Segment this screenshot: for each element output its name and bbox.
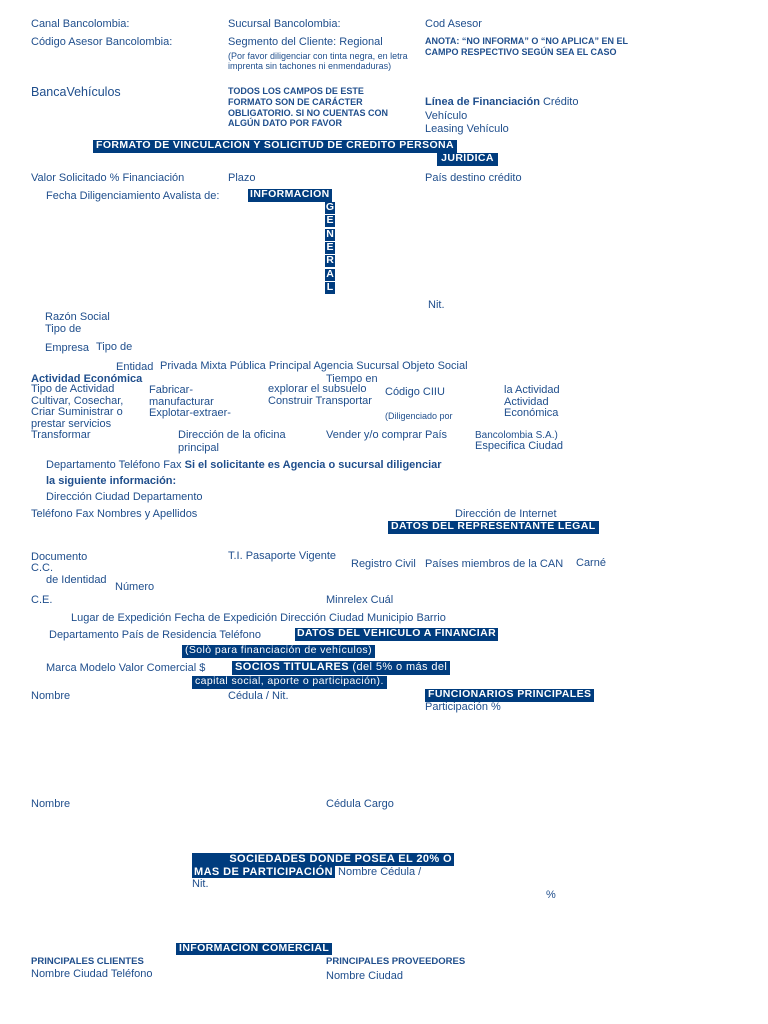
form-title-line1: FORMATO DE VINCULACIÓN Y SOLICITUD DE CRÉDITO PERSONA — [93, 140, 457, 153]
razon-social-label: Razón Social — [45, 311, 110, 323]
funcionarios-cedula-cargo-header: Cédula Cargo — [326, 798, 394, 810]
general-letter: E — [326, 240, 334, 253]
lugar-expedicion-label: Lugar de Expedición Fecha de Expedición Dirección Ciudad Municipio Barrio — [71, 612, 446, 624]
minrelex-label: Minrelex Cuál — [326, 594, 394, 606]
sucursal-label: Sucursal Bancolombia: — [228, 18, 341, 30]
bancolombia-sa-note: Bancolombia S.A.) — [475, 430, 558, 441]
sociedades-nombre-cedula-header: Nombre Cédula / — [335, 866, 422, 878]
diligenciado-por-note: (Diligenciado por — [385, 411, 453, 421]
registro-civil-option: Registro Civil — [351, 558, 416, 570]
credito-option[interactable]: Crédito — [542, 96, 579, 108]
sociedades-bar-line1: SOCIEDADES DONDE POSEA EL 20% O — [192, 853, 454, 866]
general-letter: E — [326, 214, 334, 227]
socios-titulares-desc: (del 5% o más del — [348, 661, 448, 673]
direccion-ciudad-depto-label: Dirección Ciudad Departamento — [46, 491, 203, 503]
fecha-diligenciamiento-label: Fecha Diligenciamiento Avalista de: — [46, 190, 220, 202]
informacion-comercial-bar: INFORMACION COMERCIAL — [176, 943, 332, 955]
vehiculo-option[interactable]: Vehículo — [425, 110, 468, 122]
tiempo-en-label: Tiempo en — [326, 373, 378, 385]
anota-note: ANOTA: “NO INFORMA” O “NO APLICA” EN EL CAMPO RESPECTIVO SEGÚN SEA EL CASO — [425, 36, 628, 57]
general-letter: A — [326, 267, 334, 280]
general-letter: N — [326, 227, 334, 240]
vender-comprar-pais-label: Vender y/o comprar País — [326, 429, 448, 441]
canal-label: Canal Bancolombia: — [31, 18, 130, 30]
carne-option: Carné — [576, 557, 606, 569]
cod-asesor-label: Cod Asesor — [425, 18, 482, 30]
linea-financiacion-label: Línea de Financiación — [425, 96, 540, 108]
explorar-options: explorar el subsuelo Construir Transportar — [268, 383, 372, 407]
obligatorio-note: TODOS LOS CAMPOS DE ESTE FORMATO SON DE CARÁCTER OBLIGATORIO. SI NO CUENTAS CON ALGÚN DATO POR FAVOR — [228, 86, 389, 129]
si-solicitante-note: Si el solicitante es Agencia o sucursal diligenciar — [184, 459, 442, 471]
agencia-row — [46, 459, 442, 472]
general-letter: R — [326, 254, 334, 267]
sociedades-nit-header: Nit. — [192, 878, 209, 890]
tipo-entidad-label: Tipo de — [96, 341, 133, 353]
entidad-options: Privada Mixta Pública Principal Agencia Sucursal Objeto Social — [160, 360, 468, 372]
tipo-actividad-options: Tipo de Actividad Cultivar, Cosechar, Criar Suministrar o prestar servicios — [31, 383, 124, 430]
siguiente-informacion-note: la siguiente información: — [46, 475, 177, 487]
socios-titulares-desc2: capital social, aporte o participación). — [192, 676, 387, 689]
especifica-ciudad-label: Especifica Ciudad — [475, 440, 564, 452]
datos-vehiculo-bar: DATOS DEL VEHICULO A FINANCIAR — [297, 627, 497, 639]
telefono-fax-nombres-label: Teléfono Fax Nombres y Apellidos — [31, 508, 198, 520]
informacion-general-bar: INFORMACION — [250, 188, 330, 200]
direccion-internet-label: Dirección de Internet — [455, 508, 557, 520]
tipo-empresa-label: Tipo de — [45, 323, 82, 335]
socios-cedula-header: Cédula / Nit. — [228, 690, 289, 702]
proveedores-columns: Nombre Ciudad — [326, 970, 404, 982]
socios-titulares-title: SOCIOS TITULARES — [235, 661, 349, 673]
numero-label: Número — [115, 581, 155, 593]
clientes-columns: Nombre Ciudad Teléfono — [31, 968, 153, 980]
funcionarios-nombre-header: Nombre — [31, 798, 71, 810]
funcionarios-principales-bar: FUNCIONARIOS PRINCIPALES — [425, 689, 594, 702]
departamento-pais-label: Departamento País de Residencia Teléfono — [49, 629, 261, 641]
empresa-label: Empresa — [45, 342, 90, 354]
socios-participacion-header: Participación % — [425, 701, 501, 713]
leasing-option[interactable]: Leasing Vehículo — [425, 123, 509, 135]
linea-financiacion — [425, 96, 578, 109]
favor-note: (Por favor diligenciar con tinta negra, en letra imprenta sin tachones ni enmendaduras) — [228, 51, 408, 72]
general-letter: L — [326, 280, 334, 293]
codigo-ciiu-label: Código CIIU — [385, 386, 445, 398]
sociedades-pct-header: % — [546, 889, 556, 901]
pais-destino-label: País destino crédito — [425, 172, 522, 184]
marca-modelo-valor-label: Marca Modelo Valor Comercial $ — [46, 662, 206, 674]
principales-proveedores-label: PRINCIPALES PROVEEDORES — [326, 956, 466, 967]
plazo-label: Plazo — [228, 172, 256, 184]
form-title-line2: JURÍDICA — [437, 153, 498, 166]
sociedades-line2 — [192, 866, 421, 879]
codigo-asesor-label: Código Asesor Bancolombia: — [31, 36, 173, 48]
transformar-option: Transformar — [31, 429, 91, 441]
valor-solicitado-label: Valor Solicitado % Financiación — [31, 172, 185, 184]
la-actividad-label: la Actividad Actividad Económica — [504, 384, 560, 420]
principales-clientes-label: PRINCIPALES CLIENTES — [31, 956, 144, 967]
general-letter: G — [325, 201, 335, 213]
documento-label: Documento — [31, 551, 88, 563]
de-identidad-label: de Identidad — [46, 574, 107, 586]
socios-titulares-bar — [232, 661, 450, 675]
depto-telefono-fax-label: Departamento Teléfono Fax — [46, 459, 182, 471]
fabricar-options: Fabricar-manufacturar Explotar-extraer- — [149, 384, 231, 420]
sociedades-bar-line2: MAS DE PARTICIPACIÓN — [194, 866, 333, 878]
banca-vehiculos-label: BancaVehículos — [31, 85, 121, 99]
actividad-economica-label: Actividad Económica — [31, 373, 143, 385]
entidad-label: Entidad — [116, 361, 154, 373]
socios-nombre-header: Nombre — [31, 690, 71, 702]
ce-option: C.E. — [31, 594, 53, 606]
representante-legal-bar: DATOS DEL REPRESENTANTE LEGAL — [388, 521, 599, 534]
cc-option: C.C. — [31, 562, 53, 574]
ti-pasaporte-options: T.I. Pasaporte Vigente — [228, 550, 337, 562]
segmento-label: Segmento del Cliente: Regional — [228, 36, 383, 48]
nit-label: Nit. — [428, 299, 445, 311]
direccion-oficina-label: Dirección de la oficina principal — [178, 429, 286, 454]
solo-vehiculos-note: (Solò para financiación de vehículos) — [182, 645, 375, 658]
paises-can-option: Países miembros de la CAN — [425, 558, 564, 570]
